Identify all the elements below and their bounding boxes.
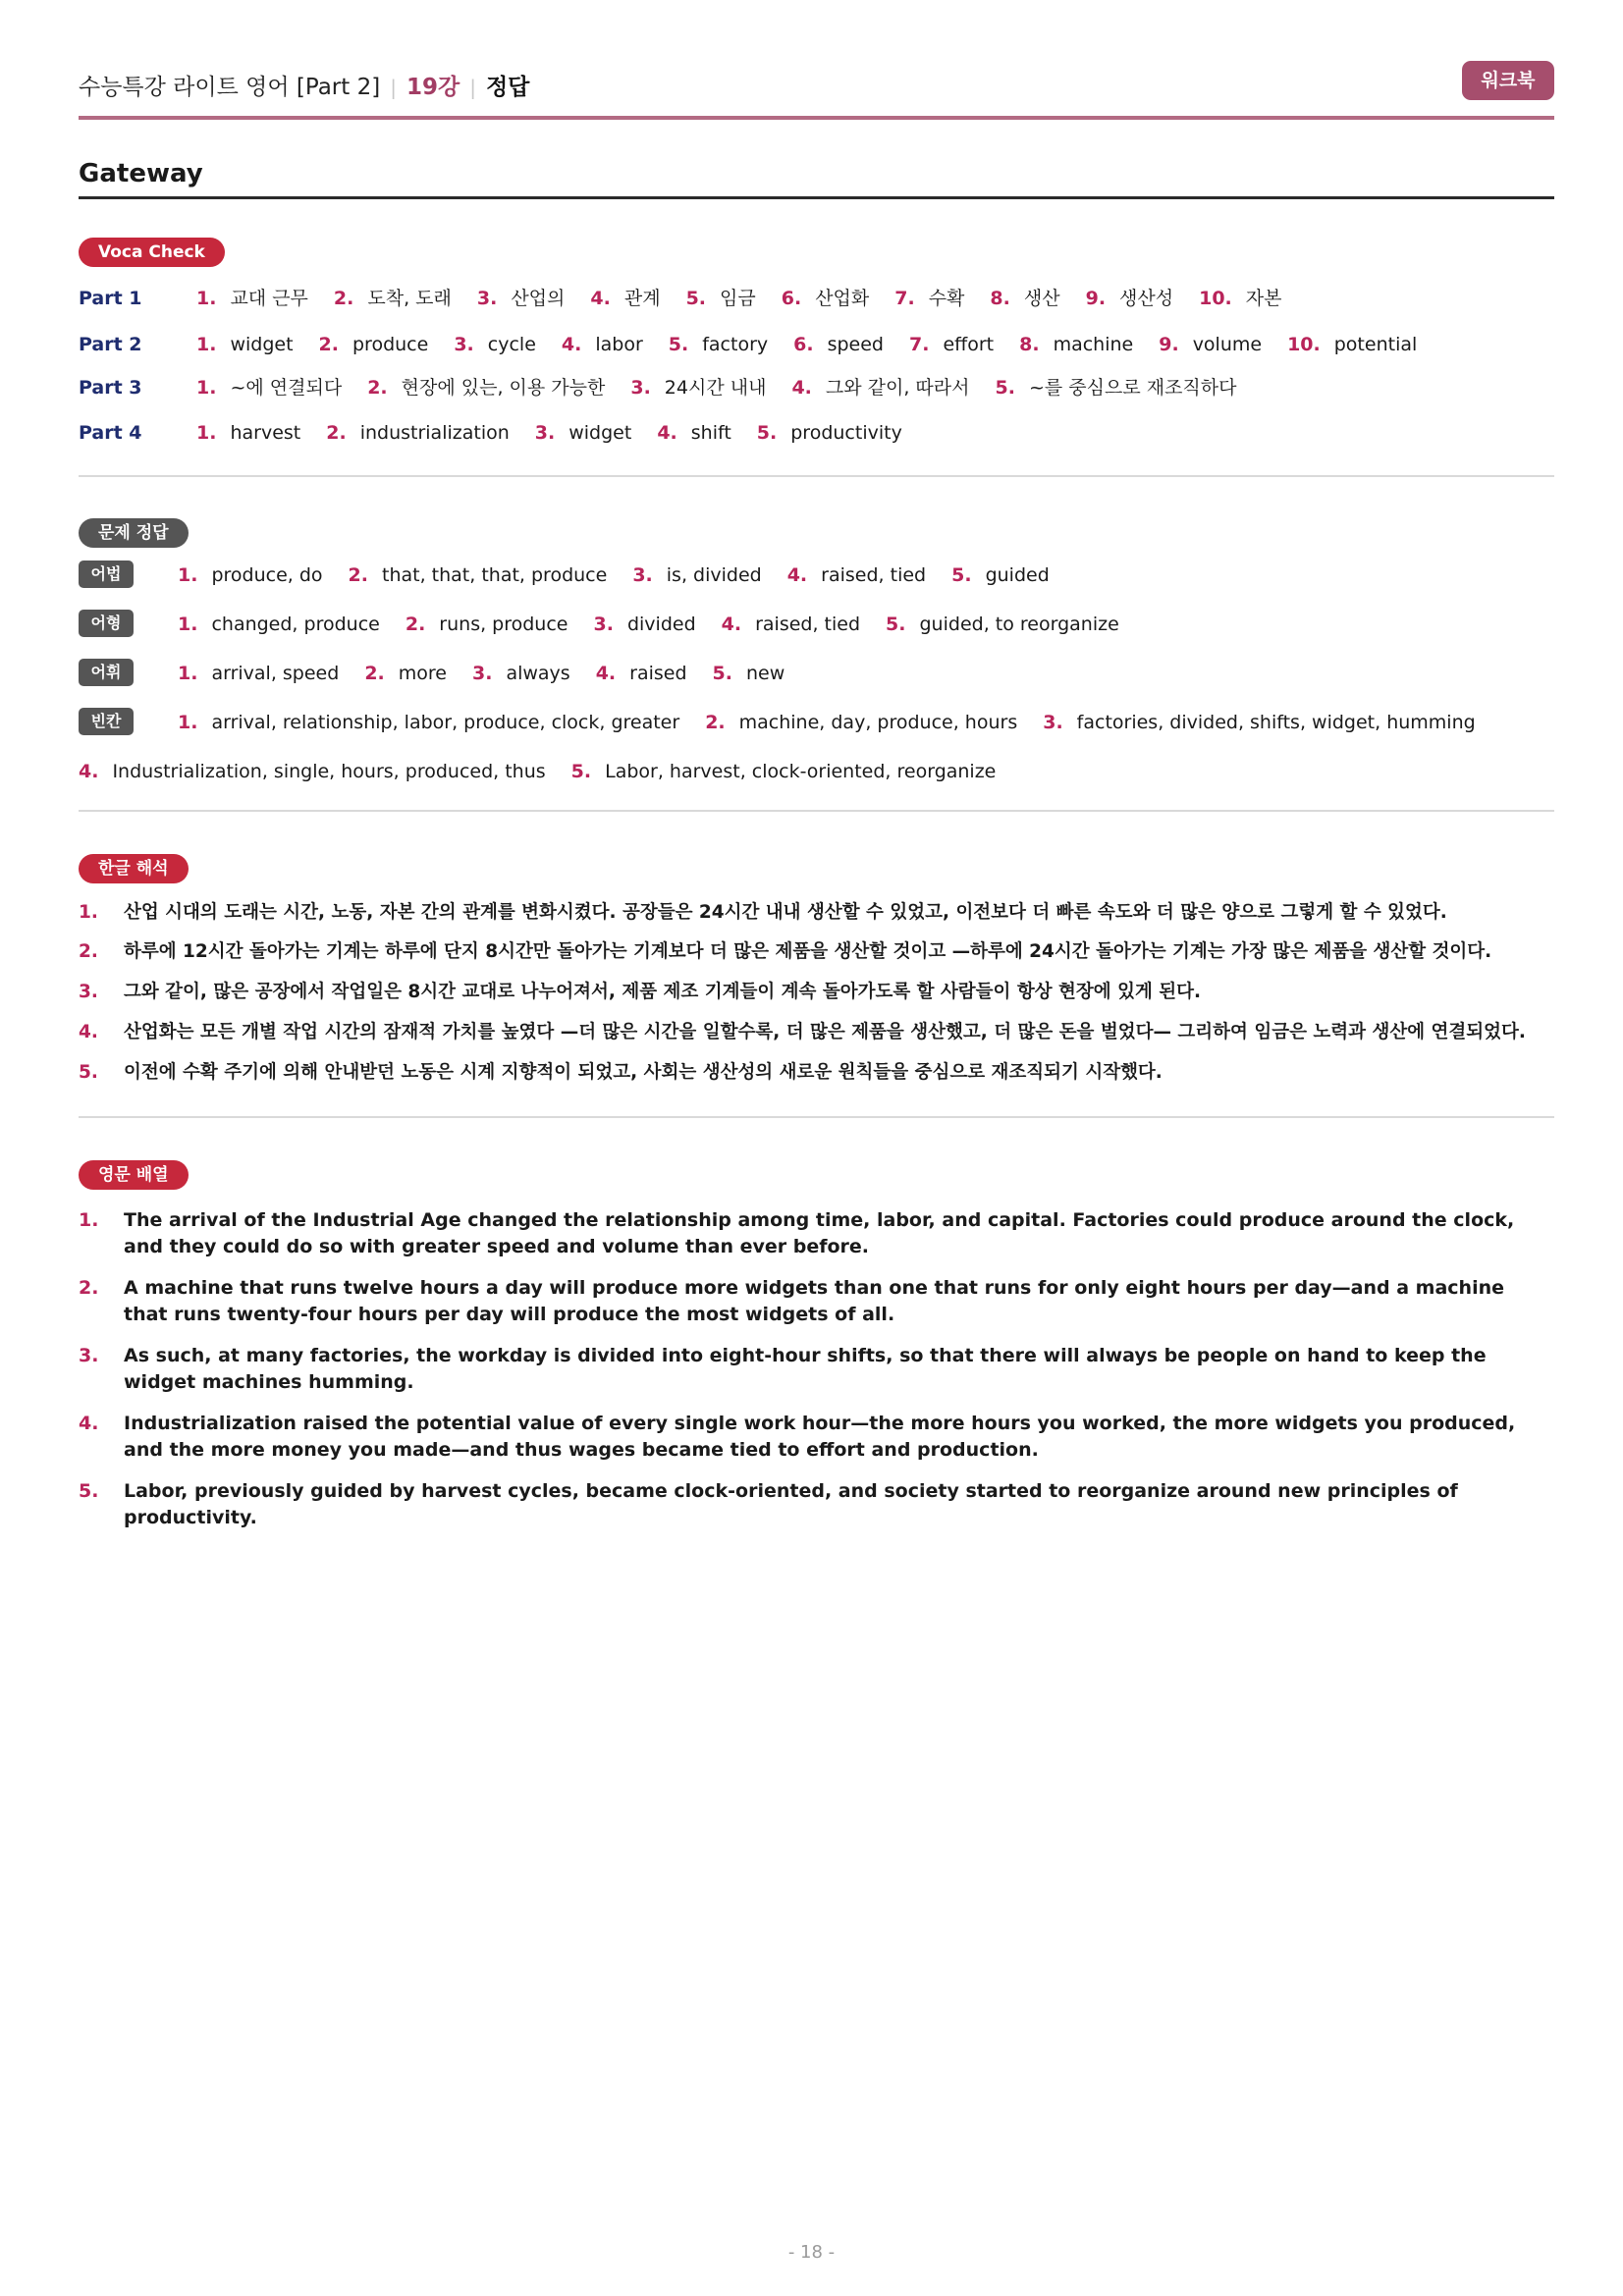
list-item — [571, 757, 997, 786]
item-number: 5. — [995, 377, 1015, 399]
page-number: - 18 - — [787, 2242, 836, 2263]
item-number: 9. — [1085, 288, 1107, 309]
item-number: 4. — [590, 288, 611, 309]
list-item — [594, 610, 696, 639]
item-text: ~를 중심으로 재조직하다 — [1028, 377, 1237, 399]
item-number: 3. — [534, 422, 556, 444]
list-item — [722, 610, 860, 639]
list-item — [791, 373, 969, 402]
item-number: 10. — [1199, 288, 1232, 309]
item-number: 4. — [79, 761, 99, 782]
list-item — [196, 418, 300, 448]
item-text: ~에 연결되다 — [230, 377, 343, 399]
item-number: 8. — [990, 288, 1010, 309]
list-item — [178, 708, 679, 737]
item-number: 5. — [886, 614, 906, 635]
item-number: 3. — [79, 1345, 99, 1366]
item-number: 1. — [196, 334, 217, 355]
item-text: 산업 시대의 도래는 시간, 노동, 자본 간의 관계를 변화시켰다. 공장들은 24시간 내내 생산할 수 있었고, 이전보다 더 빠른 속도와 더 많은 양으로 그렇게 할 수 있었다. — [124, 902, 1447, 923]
item-text: 관계 — [623, 288, 661, 309]
arrangement-label: 영문 배열 — [79, 1160, 189, 1190]
item-text: is, divided — [666, 564, 762, 586]
item-text: As such, at many factories, the workday is divided into eight-hour shifts, so that there will always be people on hand to keep the widget machines humming. — [124, 1345, 1487, 1393]
list-item — [886, 610, 1119, 639]
item-number: 1. — [79, 1209, 99, 1231]
item-number: 5. — [570, 761, 592, 782]
arrangement-line — [79, 1411, 1554, 1464]
item-number: 5. — [712, 663, 732, 684]
item-text: Labor, harvest, clock-oriented, reorganize — [605, 761, 997, 782]
item-text: raised, tied — [755, 614, 861, 635]
list-item — [326, 418, 510, 448]
item-text: 그와 같이, 많은 공장에서 작업일은 8시간 교대로 나누어져서, 제품 제조 기계들이 계속 돌아가도록 할 사람들이 항상 현장에 있게 된다. — [124, 982, 1202, 1002]
list-item — [1086, 284, 1174, 313]
answer-tag: 어법 — [79, 561, 134, 588]
answer-items — [178, 659, 810, 688]
list-item — [630, 373, 766, 402]
item-number: 4. — [79, 1413, 99, 1434]
item-text: divided — [626, 614, 696, 635]
voca-items — [196, 330, 1442, 359]
item-text: factory — [702, 334, 769, 355]
list-item — [787, 561, 926, 590]
item-number: 6. — [793, 334, 814, 355]
item-number: 3. — [630, 377, 651, 399]
list-item — [686, 284, 756, 313]
arrangement-line — [79, 1343, 1554, 1396]
list-item — [178, 561, 323, 590]
item-text: Labor, previously guided by harvest cycles, became clock-oriented, and society started to reorganize around new principles of productivity. — [124, 1480, 1458, 1528]
item-number: 3. — [79, 982, 98, 1002]
item-text: volume — [1192, 334, 1263, 355]
list-item — [951, 561, 1050, 590]
item-number: 3. — [471, 663, 493, 684]
list-item — [178, 659, 339, 688]
list-item — [196, 330, 294, 359]
item-text: The arrival of the Industrial Age changed the relationship among time, labor, and capital. Factories could produce around the clock, and they could do so with greater speed and volume than ever before. — [124, 1209, 1515, 1257]
item-number: 1. — [178, 614, 198, 635]
list-item — [535, 418, 632, 448]
item-number: 7. — [894, 288, 915, 309]
item-number: 3. — [476, 288, 498, 309]
item-number: 2. — [367, 377, 388, 399]
list-item — [894, 284, 964, 313]
item-text: that, that, that, produce — [382, 564, 608, 586]
item-number: 3. — [454, 334, 474, 355]
item-number: 2. — [79, 941, 98, 962]
item-text: cycle — [487, 334, 536, 355]
list-item — [782, 284, 870, 313]
item-text: 산업화 — [815, 288, 870, 309]
list-item — [364, 659, 447, 688]
item-text: effort — [943, 334, 995, 355]
item-text: 생산성 — [1119, 288, 1174, 309]
part-label: Part 2 — [79, 334, 142, 355]
item-number: 3. — [632, 564, 653, 586]
item-number: 1. — [178, 712, 198, 733]
list-item — [793, 330, 884, 359]
item-text: 24시간 내내 — [664, 377, 767, 399]
item-text: A machine that runs twelve hours a day will produce more widgets than one that runs for only eight hours per day—and a machine that runs twenty-four hours per day will produce the most widgets of all. — [124, 1277, 1505, 1325]
item-number: 1. — [79, 902, 98, 923]
list-item — [1199, 284, 1281, 313]
part-label: Part 4 — [79, 422, 142, 444]
item-number: 1. — [196, 288, 217, 309]
item-text: labor — [595, 334, 643, 355]
item-number: 5. — [668, 334, 689, 355]
list-item — [367, 373, 605, 402]
list-item — [713, 659, 785, 688]
item-number: 2. — [364, 663, 385, 684]
item-number: 2. — [318, 334, 339, 355]
lesson-number: 19강 — [406, 75, 460, 100]
list-item — [79, 757, 546, 786]
item-text: 생산 — [1023, 288, 1060, 309]
item-text: arrival, relationship, labor, produce, clock, greater — [211, 712, 680, 733]
workbook-button[interactable]: 워크북 — [1462, 61, 1554, 100]
item-number: 1. — [178, 663, 198, 684]
item-number: 1. — [196, 377, 217, 399]
divider: | — [469, 76, 476, 99]
list-item — [1287, 330, 1417, 359]
list-item — [319, 330, 429, 359]
list-item — [596, 659, 687, 688]
item-number: 1. — [178, 564, 198, 586]
list-item — [757, 418, 902, 448]
voca-items — [196, 373, 1263, 402]
header — [79, 61, 1554, 100]
part-label: Part 1 — [79, 288, 142, 309]
answer-items — [178, 561, 1075, 590]
section-rule — [79, 196, 1554, 199]
section-title: Gateway — [79, 159, 203, 188]
item-text: more — [398, 663, 447, 684]
list-item — [477, 284, 566, 313]
item-number: 2. — [79, 1277, 99, 1299]
list-item — [1159, 330, 1262, 359]
list-item — [990, 284, 1059, 313]
item-text: widget — [568, 422, 632, 444]
item-number: 3. — [593, 614, 614, 635]
item-text: Industrialization raised the potential value of every single work hour—the more hours you worked, the more widgets you produced, and the more money you made—and thus wages became tied to effort and production. — [124, 1413, 1516, 1461]
item-text: shift — [690, 422, 731, 444]
header-title — [79, 69, 529, 101]
item-text: 산업화는 모든 개별 작업 시간의 잠재적 가치를 높였다 —더 많은 시간을 일할수록, 더 많은 제품을 생산했고, 더 많은 돈을 벌었다— 그리하여 임금은 노력과 생산에 연결되었다. — [124, 1022, 1526, 1042]
answer-tag: 어형 — [79, 610, 134, 637]
item-text: guided, to reorganize — [919, 614, 1119, 635]
header-rule — [79, 116, 1554, 120]
item-text: 이전에 수확 주기에 의해 안내받던 노동은 시계 지향적이 되었고, 사회는 생산성의 새로운 원칙들을 중심으로 재조직되기 시작했다. — [124, 1062, 1163, 1083]
list-item — [669, 330, 768, 359]
list-item — [349, 561, 608, 590]
list-item — [196, 284, 308, 313]
item-text: factories, divided, shifts, widget, humming — [1076, 712, 1476, 733]
list-item — [562, 330, 643, 359]
item-number: 4. — [595, 663, 617, 684]
item-number: 2. — [348, 564, 368, 586]
item-number: 6. — [781, 288, 802, 309]
item-number: 4. — [79, 1022, 98, 1042]
item-text: new — [745, 663, 785, 684]
item-text: 하루에 12시간 돌아가는 기계는 하루에 단지 8시간만 돌아가는 기계보다 더 많은 제품을 생산할 것이고 —하루에 24시간 돌아가는 기계는 가장 많은 제품을 생산할 것이다. — [124, 941, 1492, 962]
item-number: 5. — [756, 422, 778, 444]
item-text: runs, produce — [439, 614, 568, 635]
answer-tag: 빈칸 — [79, 708, 134, 735]
divider-rule — [79, 810, 1554, 812]
item-text: produce — [352, 334, 429, 355]
item-number: 10. — [1287, 334, 1321, 355]
list-item — [472, 659, 570, 688]
list-item — [454, 330, 536, 359]
item-text: industrialization — [359, 422, 510, 444]
item-text: speed — [827, 334, 884, 355]
item-number: 1. — [196, 422, 217, 444]
item-number: 8. — [1019, 334, 1040, 355]
item-text: productivity — [790, 422, 902, 444]
book-title: 수능특강 라이트 영어 [Part 2] — [79, 75, 381, 100]
item-number: 4. — [657, 422, 677, 444]
list-item — [196, 373, 342, 402]
arrangement-line — [79, 1207, 1554, 1260]
item-text: 산업의 — [511, 288, 566, 309]
item-text: raised — [629, 663, 687, 684]
item-text: 현장에 있는, 이용 가능한 — [401, 377, 606, 399]
item-number: 2. — [333, 288, 354, 309]
answer-items — [178, 610, 1145, 639]
arrangement-line — [79, 1275, 1554, 1328]
answers-label: 문제 정답 — [79, 518, 189, 548]
item-text: produce, do — [211, 564, 323, 586]
voca-items — [196, 418, 928, 448]
item-text: always — [506, 663, 570, 684]
voca-check-label: Voca Check — [79, 238, 225, 267]
list-item — [1043, 708, 1475, 737]
arrangement-line — [79, 1478, 1554, 1531]
list-item — [909, 330, 994, 359]
item-text: machine, day, produce, hours — [738, 712, 1018, 733]
divider: | — [390, 76, 397, 99]
list-item — [657, 418, 730, 448]
answer-tag: 어휘 — [79, 659, 134, 686]
divider-rule — [79, 1116, 1554, 1118]
item-text: raised, tied — [821, 564, 927, 586]
answer-items — [79, 757, 1021, 786]
item-text: Industrialization, single, hours, produced, thus — [112, 761, 546, 782]
list-item — [1019, 330, 1133, 359]
list-item — [178, 610, 380, 639]
item-number: 4. — [721, 614, 742, 635]
item-number: 5. — [951, 564, 972, 586]
translation-label: 한글 해석 — [79, 854, 189, 883]
list-item — [590, 284, 660, 313]
item-number: 2. — [705, 712, 726, 733]
item-number: 2. — [405, 614, 426, 635]
item-text: 임금 — [720, 288, 756, 309]
divider-rule — [79, 475, 1554, 477]
item-number: 4. — [791, 377, 812, 399]
item-number: 2. — [326, 422, 347, 444]
list-item — [705, 708, 1017, 737]
item-number: 5. — [685, 288, 707, 309]
item-text: 그와 같이, 따라서 — [825, 377, 970, 399]
section-label: 정답 — [485, 75, 530, 100]
answer-items — [178, 708, 1501, 737]
item-text: 자본 — [1245, 288, 1282, 309]
item-number: 4. — [561, 334, 582, 355]
voca-items — [196, 284, 1308, 313]
item-number: 4. — [786, 564, 808, 586]
item-text: changed, produce — [211, 614, 380, 635]
item-number: 3. — [1043, 712, 1063, 733]
list-item — [632, 561, 761, 590]
item-text: widget — [230, 334, 294, 355]
item-text: arrival, speed — [211, 663, 340, 684]
part-label: Part 3 — [79, 377, 142, 399]
item-text: harvest — [230, 422, 301, 444]
list-item — [334, 284, 452, 313]
item-text: 수확 — [928, 288, 965, 309]
item-text: potential — [1333, 334, 1418, 355]
item-text: machine — [1053, 334, 1134, 355]
list-item — [406, 610, 568, 639]
item-number: 5. — [79, 1062, 98, 1083]
item-text: guided — [985, 564, 1050, 586]
item-number: 5. — [79, 1480, 99, 1502]
list-item — [996, 373, 1237, 402]
item-text: 교대 근무 — [230, 288, 308, 309]
item-text: 도착, 도래 — [367, 288, 452, 309]
item-number: 7. — [909, 334, 930, 355]
item-number: 9. — [1159, 334, 1179, 355]
